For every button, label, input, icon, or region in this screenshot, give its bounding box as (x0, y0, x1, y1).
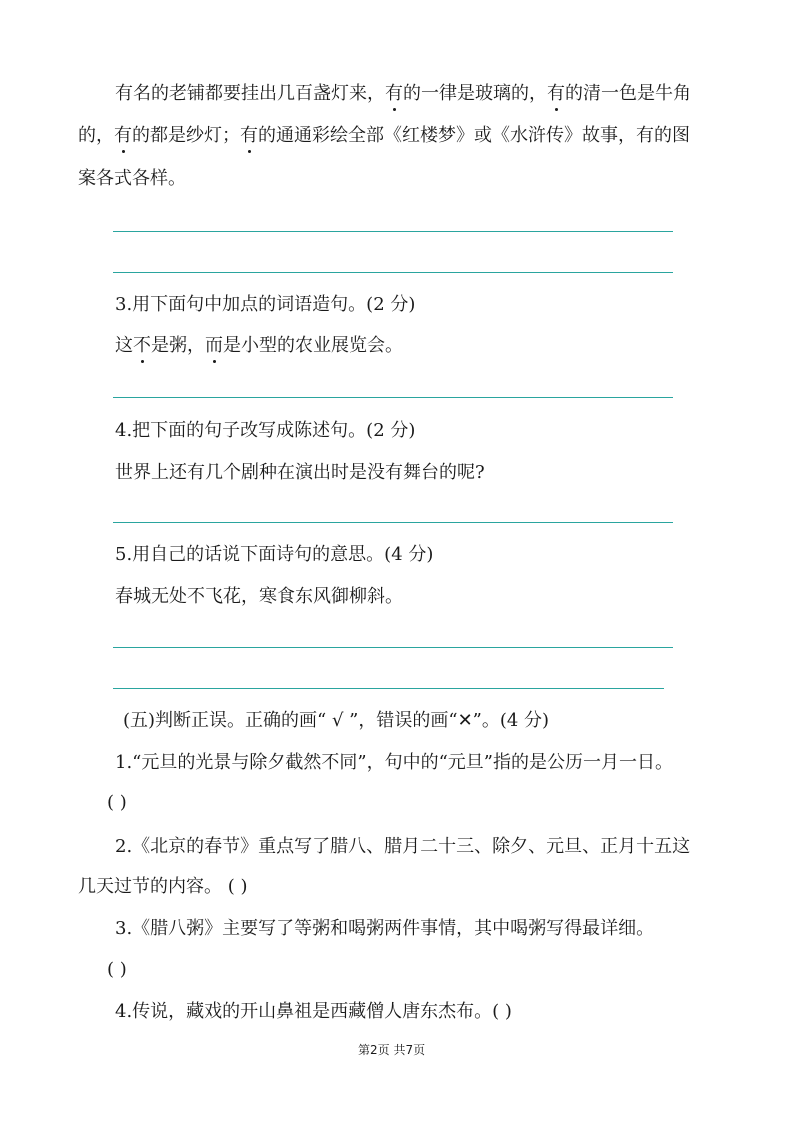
judge-item-3: 3.《腊八粥》主要写了等粥和喝粥两件事情，其中喝粥写得最详细。 (115, 918, 655, 939)
answer-line[interactable] (113, 272, 673, 273)
emphasis-dot-word: 有 (114, 123, 132, 149)
judge-answer-paren[interactable]: ( ) (107, 959, 127, 980)
answer-line[interactable] (113, 522, 673, 523)
judge-item-2-line-1: 2.《北京的春节》重点写了腊八、腊月二十三、除夕、元旦、正月十五这 (115, 836, 691, 857)
judge-item-4: 4.传说，藏戏的开山鼻祖是西藏僧人唐东杰布。( ) (115, 1001, 512, 1022)
emphasis-dot-word: 有 (240, 123, 258, 149)
question-4-sentence: 世界上还有几个剧种在演出时是没有舞台的呢? (115, 462, 485, 483)
passage-line-3: 案各式各样。 (78, 168, 186, 189)
answer-line[interactable] (113, 397, 673, 398)
answer-line[interactable] (113, 647, 673, 648)
emphasis-dot-word: 有 (547, 81, 565, 107)
answer-line[interactable] (113, 688, 664, 689)
question-3-prompt: 3.用下面句中加点的词语造句。(2 分) (115, 294, 416, 315)
judge-answer-paren[interactable]: ( ) (107, 792, 127, 813)
page-number: 第2页 共7页 (358, 1043, 426, 1057)
emphasis-dot-word: 有 (385, 81, 403, 107)
judge-item-2-line-2: 几天过节的内容。 ( ) (78, 876, 248, 897)
answer-line[interactable] (113, 231, 673, 232)
emphasis-dot-word: 不 (133, 333, 151, 359)
question-5-prompt: 5.用自己的话说下面诗句的意思。(4 分) (115, 544, 434, 565)
section-5-heading: (五)判断正误。正确的画“ √ ”，错误的画“✕”。(4 分) (123, 710, 550, 731)
judge-item-1: 1.“元旦的光景与除夕截然不同”，句中的“元旦”指的是公历一月一日。 (115, 752, 673, 773)
emphasis-dot-word: 而 (205, 333, 223, 359)
question-5-poem: 春城无处不飞花，寒食东风御柳斜。 (115, 586, 403, 607)
question-3-sentence: 这不是粥，而是小型的农业展览会。 (115, 333, 403, 359)
passage-line-2: 的，有的都是纱灯；有的通通彩绘全部《红楼梦》或《水浒传》故事，有的图 (78, 123, 690, 149)
question-4-prompt: 4.把下面的句子改写成陈述句。(2 分) (115, 420, 416, 441)
passage-line-1: 有名的老铺都要挂出几百盏灯来，有的一律是玻璃的，有的清一色是牛角 (115, 81, 691, 107)
